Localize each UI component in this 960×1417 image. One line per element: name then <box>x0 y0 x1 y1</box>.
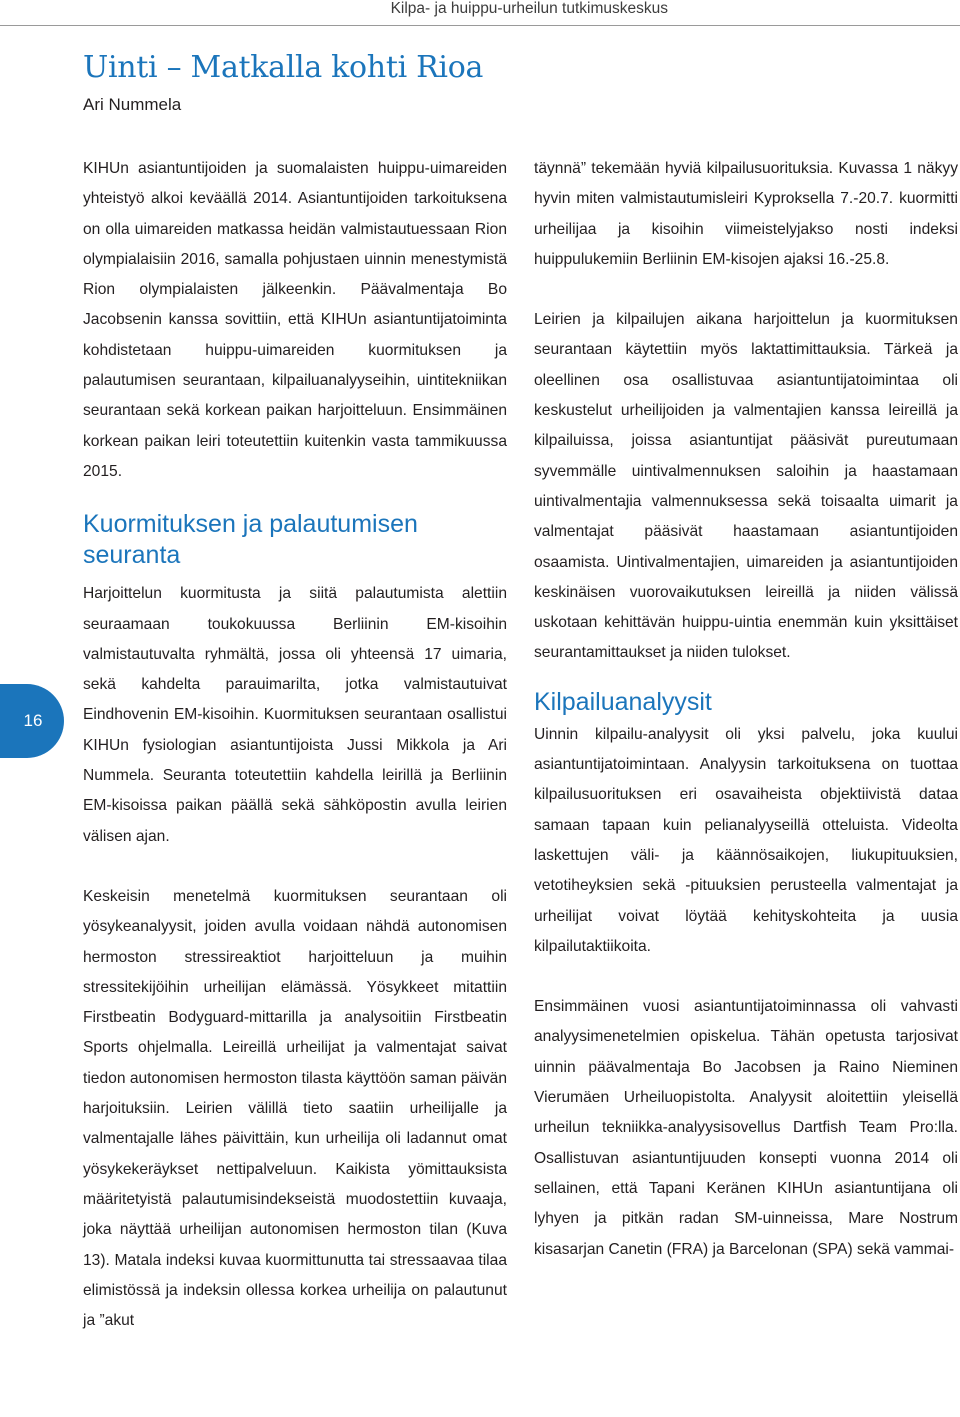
page-number: 16 <box>23 711 43 730</box>
analysis-paragraph-1: Uinnin kilpailu-analyysit oli yksi palvelu, joka kuului asiantuntijatoimintaan. Analyysin tarkoituksena on tuottaa kilpailusuorituksen eri osavaiheista objektiivistä dataa samaan tapaan kuin pelianalyyseillä otteluista. Videolta laskettujen väli- ja käännösaikojen, liukupituuksien, vetotiheyksien sekä -pituuksien perusteella valmentajat ja urheilijat voivat löytää kehityskohteita ja uusia kilpailutaktiikoita. <box>534 725 958 955</box>
load-paragraph-2: Keskeisin menetelmä kuormituksen seurantaan oli yösykeanalyysit, joiden avulla voidaan nähdä autonomisen hermoston stressireaktiot harjoitteluun ja muihin stressitekijöihin urheilijan elämässä. Yösykkeet mitattiin Firstbeatin Bodyguard-mittarilla ja analysoitiin Firstbeatin Sports ohjelmalla. Leireillä urheilijat ja valmentajat saivat tiedon autonomisen hermoston tilasta käyttöön saman päivän harjoituksiin. Leirien välillä tieto saatiin urheilijalle ja valmentajalle lähes päivittäin, kun urheilija oli ladannut omat yösykekeräykset nettipalveluun. Kaikista yömittauksista määritetyistä palautumisindekseistä muodostettiin kuvaaja, joka näyttää urheilijan autonomisen hermoston tilan (Kuva 13). Matala indeksi kuvaa kuormittunutta tai stressaavaa tilaa elimistössä ja indeksin ollessa korkea urheilija on palautunut ja ”akut <box>83 887 507 1330</box>
page-title: Uinti – Matkalla kohti Rioa <box>83 50 484 85</box>
section-heading-load-monitoring: Kuormituksen ja palautumisen seuranta <box>83 510 418 570</box>
load-paragraph-1: Harjoittelun kuormitusta ja siitä palautumista alettiin seuraamaan toukokuussa Berliinin EM-kisoihin valmistautuvalta ryhmältä, jossa oli yhteensä 17 uimaria, sekä kahdelta parauimarilta, jotka valmistautuivat Eindhovenin EM-kisoihin. Kuormituksen seurantaan osallistui KIHUn fysiologian asiantuntijoista Jussi Mikkola ja Ari Nummela. Seuranta toteutettiin kahdella leirillä ja Berliinin EM-kisoissa paikan päällä sekä sähköpostin avulla leirien välisen ajan. <box>83 585 507 845</box>
page-number-badge <box>0 684 64 758</box>
left-column <box>83 154 507 1336</box>
analysis-paragraph-2: Ensimmäinen vuosi asiantuntijatoiminnassa oli vahvasti analyysimenetelmien opiskelua. Tähän opetusta tarjosivat uinnin päävalmentaja Bo Jacobsen ja Raino Nieminen Vierumäen Urheiluopistolta. Analyysit aloitettiin yleisellä urheilun tekniikka-analyysisovellus Dartfish Team Pro:lla. Osallistuvan asiantuntijuuden konsepti vuonna 2014 oli sellainen, että Tapani Keränen KIHUn asiantuntijana oli lyhyen ja pitkän radan SM-uinneissa, Mare Nostrum kisasarjan Canetin (FRA) ja Barcelonan (SPA) sekä vammai- <box>534 998 958 1258</box>
continuation-paragraph: täynnä” tekemään hyviä kilpailusuorituksia. Kuvassa 1 näkyy hyvin miten valmistautumisleiri Kyproksella 7.-20.7. kuormitti urheilijaa ja kisoihin viimeistelyjakso nosti indeksi huippulukemiin Berliinin EM-kisojen ajaksi 16.-25.8. <box>534 160 958 268</box>
author-name: Ari Nummela <box>83 95 182 114</box>
intro-paragraph: KIHUn asiantuntijoiden ja suomalaisten huippu-uimareiden yhteistyö alkoi keväällä 2014. Asiantuntijoiden tarkoituksena on olla uimareiden matkassa heidän valmistautuessaan Rion olympialaisiin 2016, samalla pohjustaen uinnin menestymistä Rion olympialaisten jälkeenkin. Päävalmentaja Bo Jacobsenin kanssa sovittiin, että KIHUn asiantuntijatoiminta kohdistetaan huippu-uimareiden kuormituksen ja palautumisen seurantaan, kilpailuanalyyseihin, uintitekniikan seurantaan sekä korkean paikan harjoitteluun. Ensimmäinen korkean paikan leiri toteutettiin kuitenkin vasta tammikuussa 2015. <box>83 160 507 480</box>
running-header: Kilpa- ja huippu-urheilun tutkimuskeskus <box>390 0 668 17</box>
right-column <box>534 154 958 1265</box>
camp-paragraph: Leirien ja kilpailujen aikana harjoittelun ja kuormituksen seurantaan käytettiin myös laktattimittauksia. Tärkeä ja oleellinen osa osallistuvaa asiantuntijatoimintaa oli keskustelut urheilijoiden ja valmentajien kanssa leireillä ja kilpailuissa, joissa asiantuntijat pääsivät pureutumaan syvemmälle uintivalmennuksen saloihin ja haastamaan uintivalmentajia valmennuksessa sekä toisaalta uimarit ja valmentajat pääsivät haastamaan asiantuntijoiden osaamista. Uintivalmentajien, uimareiden ja asiantuntijoiden keskinäisen vuorovaikutuksen leireillä ja niiden välissä uskotaan kehittävän huippu-uintia enemmän kuin yksittäiset seurantamittaukset ja niiden tulokset. <box>534 311 958 662</box>
section-heading-race-analysis: Kilpailuanalyysit <box>534 687 712 716</box>
